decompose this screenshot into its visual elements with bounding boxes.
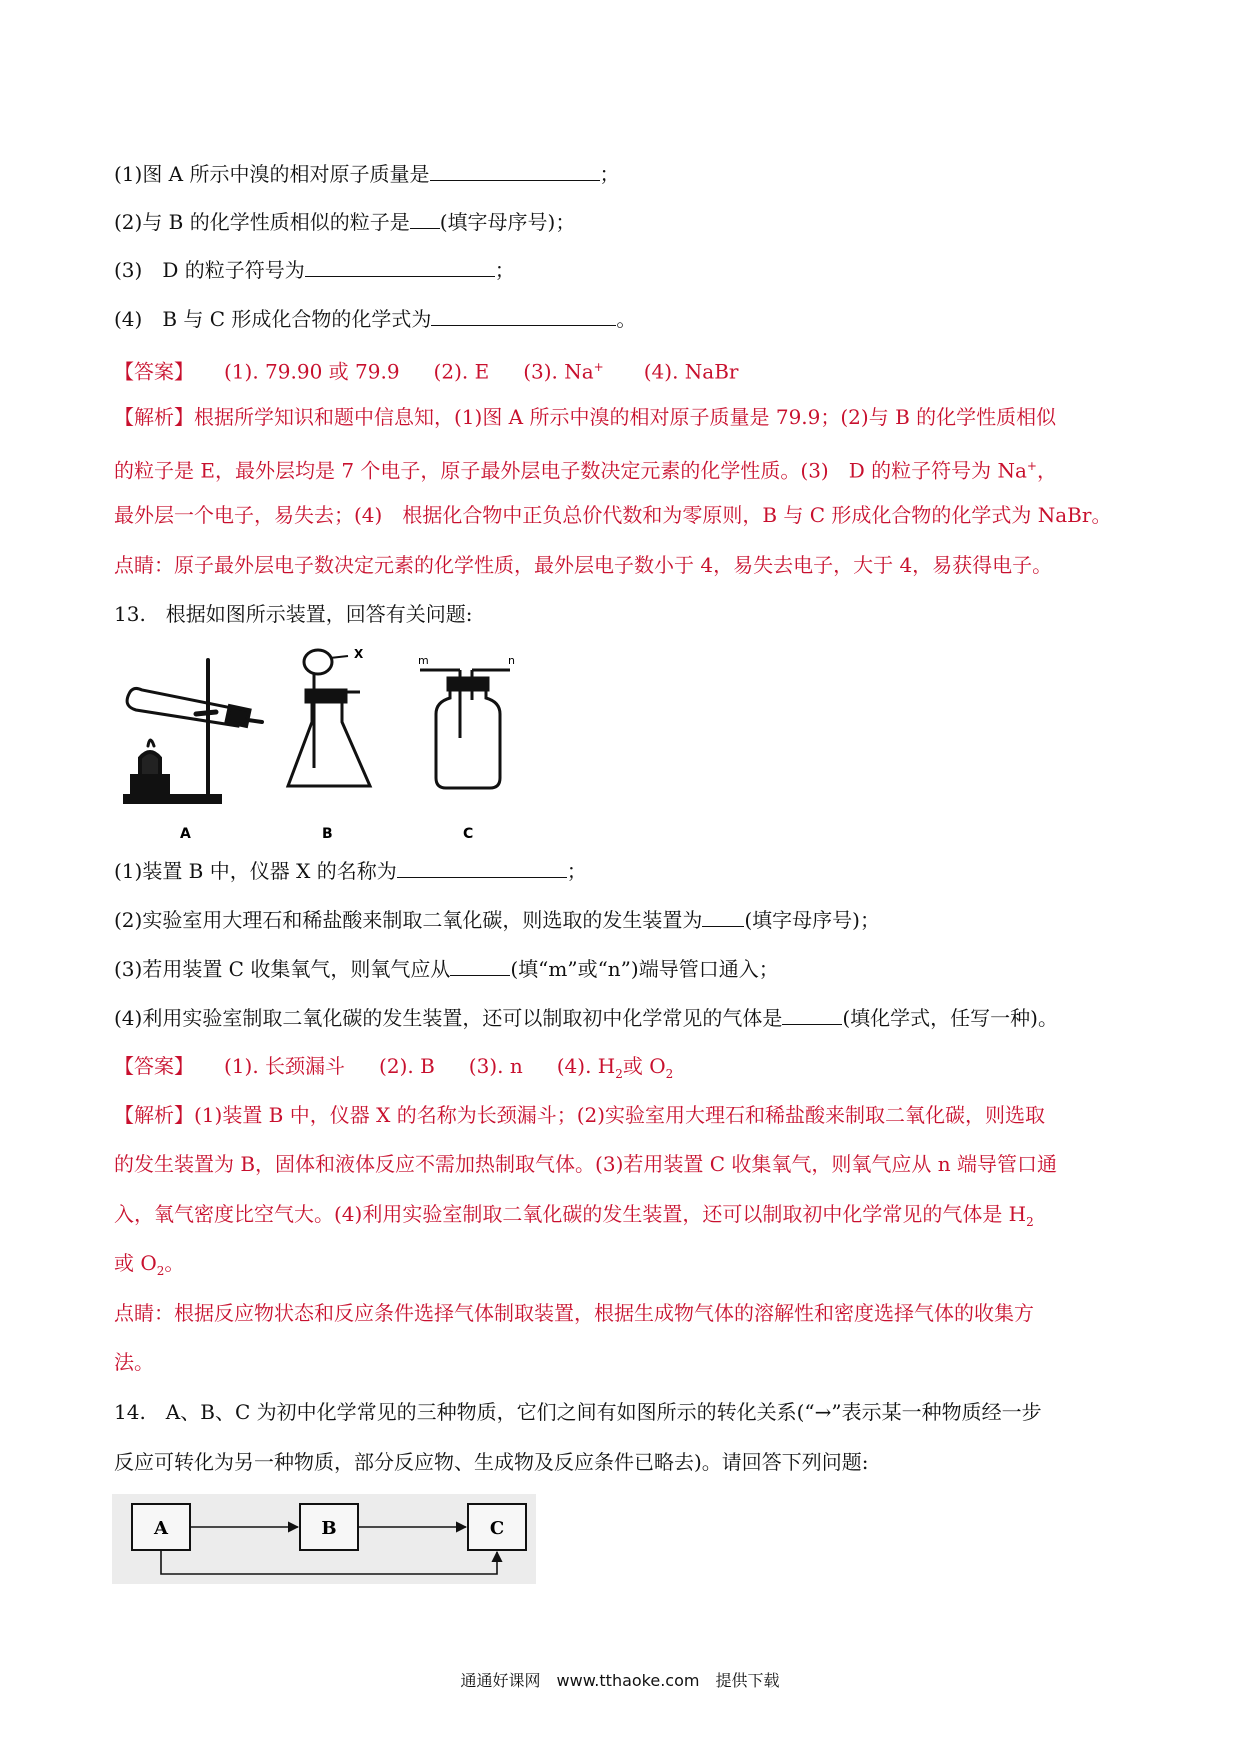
q12-part4: [114, 303, 636, 333]
q12-part2-end: (填字母序号)；: [439, 210, 576, 234]
apparatus-b: [288, 650, 370, 786]
label-a: A: [180, 826, 191, 840]
answer-item: 或 O: [622, 1054, 666, 1078]
q13-stem: [114, 600, 473, 628]
page-footer: 通通好课网 www.tthaoke.com 提供下载: [460, 1671, 780, 1690]
q13-analysis-line1: [114, 1101, 1045, 1129]
flame: [148, 740, 154, 746]
answer-item: (2). E: [433, 359, 490, 384]
q12-part2-blank[interactable]: [410, 206, 440, 229]
tip-text: 点睛：根据反应物状态和反应条件选择气体制取装置，根据生成物气体的溶解性和密度选择气体的收集方: [114, 1301, 1034, 1325]
q13-part4-end: (填化学式，任写一种)。: [842, 1006, 1058, 1030]
conversion-diagram: [112, 1494, 536, 1584]
label-n: n: [508, 654, 515, 667]
q14-stem-line2: [114, 1448, 869, 1476]
x-pointer: [330, 656, 348, 658]
apparatus-figure: [120, 648, 590, 840]
question-stem: 14. A、B、C 为初中化学常见的三种物质，它们之间有如图所示的转化关系(“→”表示某一种物质经一步: [114, 1400, 1042, 1424]
q13-part1-text: (1)装置 B 中，仪器 X 的名称为: [114, 859, 397, 883]
analysis-text: 入，氧气密度比空气大。(4)利用实验室制取二氧化碳的发生装置，还可以制取初中化学常见的气体是 H: [114, 1202, 1027, 1226]
q12-part3-text: (3) D 的粒子符号为: [114, 258, 305, 282]
conical-flask: [288, 702, 370, 786]
box-b-label: B: [321, 1518, 337, 1539]
stand-base: [125, 796, 220, 802]
answer-item: (3). Na: [523, 359, 594, 384]
analysis-tag: 【解析】: [114, 405, 194, 429]
q13-part3-blank[interactable]: [450, 953, 510, 976]
analysis-text: 最外层一个电子，易失去；(4) 根据化合物中正负总价代数和为零原则，B 与 C 形成化合物的化学式为 NaBr。: [114, 503, 1112, 527]
subscript: 2: [665, 1067, 674, 1081]
q12-part1-end: ；: [599, 162, 620, 186]
q12-part2: [114, 206, 575, 236]
subscript: 2: [615, 1067, 623, 1081]
analysis-text: ，: [1036, 458, 1057, 483]
analysis-text: 根据所学知识和题中信息知，(1)图 A 所示中溴的相对原子质量是 79.9；(2)与 B 的化学性质相似: [194, 405, 1057, 429]
q12-analysis-line3: [114, 501, 1111, 529]
label-b: B: [322, 826, 333, 840]
analysis-text: 的粒子是 E，最外层均是 7 个电子，原子最外层电子数决定元素的化学性质。(3) D 的粒子符号为 Na: [114, 458, 1027, 483]
q13-part1-blank[interactable]: [397, 855, 567, 878]
q12-part4-end: 。: [616, 307, 637, 331]
analysis-text: (1)装置 B 中，仪器 X 的名称为长颈漏斗；(2)实验室用大理石和稀盐酸来制取二氧化碳，则选取: [194, 1103, 1046, 1127]
lamp-base: [132, 776, 168, 794]
gas-bottle: [436, 690, 500, 788]
q12-tip: [114, 551, 1052, 579]
clamp: [196, 712, 216, 714]
q13-part3-end: (填“m”或“n”)端导管口通入；: [510, 957, 779, 981]
analysis-text: 。: [164, 1251, 185, 1275]
answer-item: (3). n: [468, 1054, 523, 1078]
answer-item: (1). 长颈漏斗: [224, 1054, 346, 1078]
box-c-label: C: [489, 1518, 505, 1539]
q13-part2-text: (2)实验室用大理石和稀盐酸来制取二氧化碳，则选取的发生装置为: [114, 908, 703, 932]
q12-analysis-line1: [114, 403, 1056, 431]
q13-analysis-line4: [114, 1249, 184, 1285]
question-stem: 13. 根据如图所示装置，回答有关问题:: [114, 602, 473, 626]
q12-part3-end: ；: [494, 258, 515, 282]
tip-text: 点睛：原子最外层电子数决定元素的化学性质，最外层电子数小于 4，易失去电子，大于 4，易获得电子。: [114, 553, 1053, 577]
apparatus-a: [125, 660, 262, 802]
tip-text: 法。: [114, 1350, 154, 1374]
q13-part2-blank[interactable]: [702, 904, 744, 927]
q12-part4-blank[interactable]: [431, 303, 616, 326]
label-x: X: [354, 648, 364, 661]
q12-part3: [114, 254, 515, 284]
q13-part3-text: (3)若用装置 C 收集氧气，则氧气应从: [114, 957, 451, 981]
q14-stem-line1: [114, 1398, 1042, 1426]
q13-answer: [114, 1052, 673, 1088]
answer-item: (4). NaBr: [643, 359, 739, 384]
delivery-tube: [248, 720, 262, 722]
q13-part1-end: ；: [566, 859, 587, 883]
q12-analysis-line2: [114, 452, 1057, 485]
q13-analysis-line2: [114, 1150, 1057, 1178]
q13-part4-text: (4)利用实验室制取二氧化碳的发生装置，还可以制取初中化学常见的气体是: [114, 1006, 783, 1030]
superscript: +: [1026, 459, 1037, 473]
analysis-text: 的发生装置为 B，固体和液体反应不需加热制取气体。(3)若用装置 C 收集氧气，则氧气应从 n 端导管口通: [114, 1152, 1057, 1176]
q13-part3: [114, 953, 779, 983]
analysis-tag: 【解析】: [114, 1103, 194, 1127]
answer-tag: 【答案】: [114, 359, 194, 384]
subscript: 2: [156, 1264, 165, 1278]
q13-part4: [114, 1002, 1058, 1032]
q13-part4-blank[interactable]: [782, 1002, 842, 1025]
answer-item: (2). B: [379, 1054, 435, 1078]
apparatus-c: [420, 670, 510, 788]
subscript: 2: [1026, 1215, 1034, 1229]
q12-part1: [114, 158, 620, 188]
q13-part1: [114, 855, 587, 885]
q12-part3-blank[interactable]: [305, 254, 495, 277]
answer-tag: 【答案】: [114, 1054, 194, 1078]
stopper: [227, 706, 250, 726]
q12-part4-text: (4) B 与 C 形成化合物的化学式为: [114, 307, 432, 331]
superscript: +: [593, 360, 604, 374]
answer-item: (1). 79.90 或 79.9: [224, 359, 400, 384]
question-stem: 反应可转化为另一种物质，部分反应物、生成物及反应条件已略去)。请回答下列问题:: [114, 1450, 869, 1474]
q13-part2: [114, 904, 880, 934]
q12-part2-text: (2)与 B 的化学性质相似的粒子是: [114, 210, 410, 234]
q13-tip-line1: [114, 1299, 1034, 1327]
bottle-stopper: [448, 678, 488, 690]
label-m: m: [418, 654, 429, 667]
q13-analysis-line3: [114, 1200, 1034, 1236]
q12-answer: [114, 353, 738, 386]
analysis-text: 或 O: [114, 1251, 157, 1275]
q12-part1-text: (1)图 A 所示中溴的相对原子质量是: [114, 162, 430, 186]
answer-item: (4). H: [556, 1054, 616, 1078]
q12-part1-blank[interactable]: [430, 158, 600, 181]
funnel-bulb: [304, 650, 332, 674]
box-a-label: A: [154, 1518, 168, 1539]
q13-tip-line2: [114, 1348, 154, 1376]
q13-part2-end: (填字母序号)；: [744, 908, 880, 932]
test-tube: [127, 688, 242, 726]
label-c: C: [463, 826, 474, 840]
